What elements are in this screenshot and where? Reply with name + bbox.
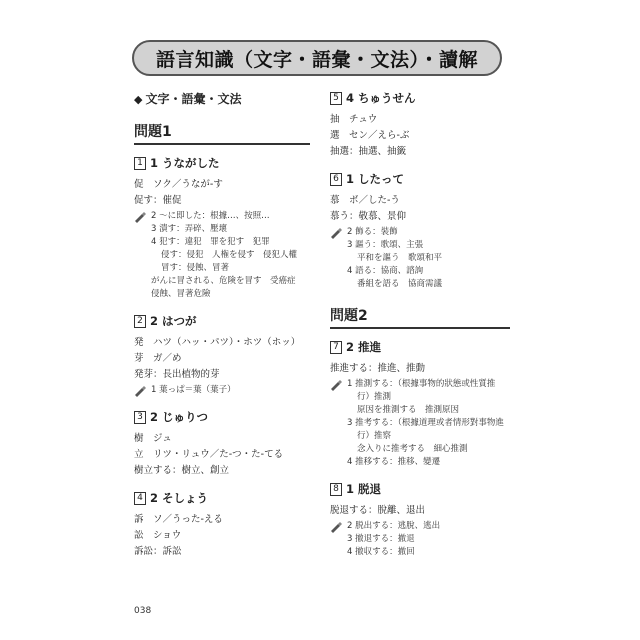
kanji-reading: 促 ソク／うなが-す xyxy=(134,179,223,190)
note-block xyxy=(330,378,510,469)
question-number-box: 1 xyxy=(134,157,146,170)
note-item: 2 飾る：裝飾 xyxy=(347,227,398,237)
vocab-entry: 発芽：長出植物的芽 xyxy=(134,369,220,380)
question-5-heading: 5 4 ちゅうせん xyxy=(330,90,510,106)
note-item: 2 脱出する：逃脫、逃出 xyxy=(347,521,441,531)
right-column xyxy=(330,88,510,559)
vocab-entry: 推進する：推進、推動 xyxy=(330,363,426,374)
pencil-note-icon xyxy=(134,211,147,223)
note-item: 侵蝕、冒著危險 xyxy=(151,289,211,299)
note-item: 3 謳う：歌頌、主張 xyxy=(347,240,424,250)
question-1-heading: 1 1 うながした xyxy=(134,155,310,171)
vocab-entry: 訴訟：訴訟 xyxy=(134,546,182,557)
pencil-note-icon xyxy=(330,521,343,533)
question-4-heading: 4 2 そしょう xyxy=(134,490,310,506)
note-block xyxy=(134,384,310,397)
kanji-reading: 訴 ソ／うった-える xyxy=(134,514,223,525)
page-title-banner xyxy=(132,40,502,76)
kanji-reading: 樹 ジュ xyxy=(134,433,172,444)
pencil-note-icon xyxy=(134,385,147,397)
question-7-heading: 7 2 推進 xyxy=(330,339,510,355)
question-number-box: 2 xyxy=(134,315,146,328)
note-item: 4 語る：協商、諮詢 xyxy=(347,266,424,276)
note-block xyxy=(134,210,310,301)
page-title: 語言知識（文字・語彙・文法）・讀解 xyxy=(155,48,478,71)
note-item: 3 推考する：（根據道理或者情形對事物進 xyxy=(347,418,504,428)
question-number-box: 7 xyxy=(330,341,342,354)
vocab-entry: 促す：催促 xyxy=(134,195,182,206)
question-number-box: 6 xyxy=(330,173,342,186)
question-number-box: 3 xyxy=(134,411,146,424)
page-number: 038 xyxy=(134,606,152,616)
note-item: 1 葉っぱ＝葉（葉子） xyxy=(151,385,236,395)
kanji-reading: 立 リツ・リュウ／た-つ・た-てる xyxy=(134,449,284,460)
note-item: 原因を推測する 推測原因 xyxy=(357,405,460,415)
kanji-reading: 選 セン／えら-ぶ xyxy=(330,130,410,141)
section-heading: ◆ 文字・語彙・文法 xyxy=(134,92,242,106)
question-3-heading: 3 2 じゅりつ xyxy=(134,409,310,425)
note-item: 2 ～に即した：根據…、按照… xyxy=(151,211,270,221)
note-item: 平和を謳う 歌頌和平 xyxy=(357,253,443,263)
note-item: がんに冒される、危険を冒す 受癌症 xyxy=(151,276,296,286)
vocab-entry: 抽選：抽選、抽籤 xyxy=(330,146,407,157)
question-number-box: 8 xyxy=(330,483,342,496)
note-item: 3 撤退する：撤退 xyxy=(347,534,415,544)
question-8-heading: 8 1 脱退 xyxy=(330,481,510,497)
note-item: 4 撤収する：撤回 xyxy=(347,547,415,557)
kanji-reading: 慕 ボ／した-う xyxy=(330,195,400,206)
kanji-reading: 抽 チュウ xyxy=(330,114,378,125)
vocab-entry: 脱退する：脫離、退出 xyxy=(330,505,426,516)
vocab-entry: 樹立する：樹立、創立 xyxy=(134,465,230,476)
left-column xyxy=(134,88,310,560)
question-6-heading: 6 1 したって xyxy=(330,171,510,187)
note-item: 4 推移する：推移、變遷 xyxy=(347,457,441,467)
note-item: 行）推測 xyxy=(357,392,392,402)
note-item: 行）推察 xyxy=(357,431,392,441)
note-item: 3 潰す：弄碎、壓壞 xyxy=(151,224,228,234)
kanji-reading: 芽 ガ／め xyxy=(134,353,182,364)
note-item: 念入りに推考する 細心推測 xyxy=(357,444,468,454)
pencil-note-icon xyxy=(330,227,343,239)
diamond-icon: ◆ xyxy=(134,93,143,106)
question-number-box: 4 xyxy=(134,492,146,505)
question-number-box: 5 xyxy=(330,92,342,105)
mondai-2-heading: 問題2 xyxy=(330,305,510,329)
note-item: 1 推測する：（根據事物的狀態或性質推 xyxy=(347,379,496,389)
kanji-reading: 発 ハツ（ハッ・パツ）・ホツ（ホッ） xyxy=(134,337,301,348)
note-item: 4 犯す：違犯 罪を犯す 犯罪 xyxy=(151,237,270,247)
kanji-reading: 訟 ショウ xyxy=(134,530,182,541)
note-item: 番組を語る 協商需議 xyxy=(357,279,443,289)
note-item: 冒す：侵蝕、冒著 xyxy=(161,263,230,273)
mondai-1-heading: 問題1 xyxy=(134,121,310,145)
question-2-heading: 2 2 はつが xyxy=(134,313,310,329)
vocab-entry: 慕う：敬慕、景仰 xyxy=(330,211,407,222)
note-item: 侵す：侵犯 人権を侵す 侵犯人權 xyxy=(161,250,298,260)
note-block xyxy=(330,520,510,559)
note-block xyxy=(330,226,510,291)
pencil-note-icon xyxy=(330,379,343,391)
